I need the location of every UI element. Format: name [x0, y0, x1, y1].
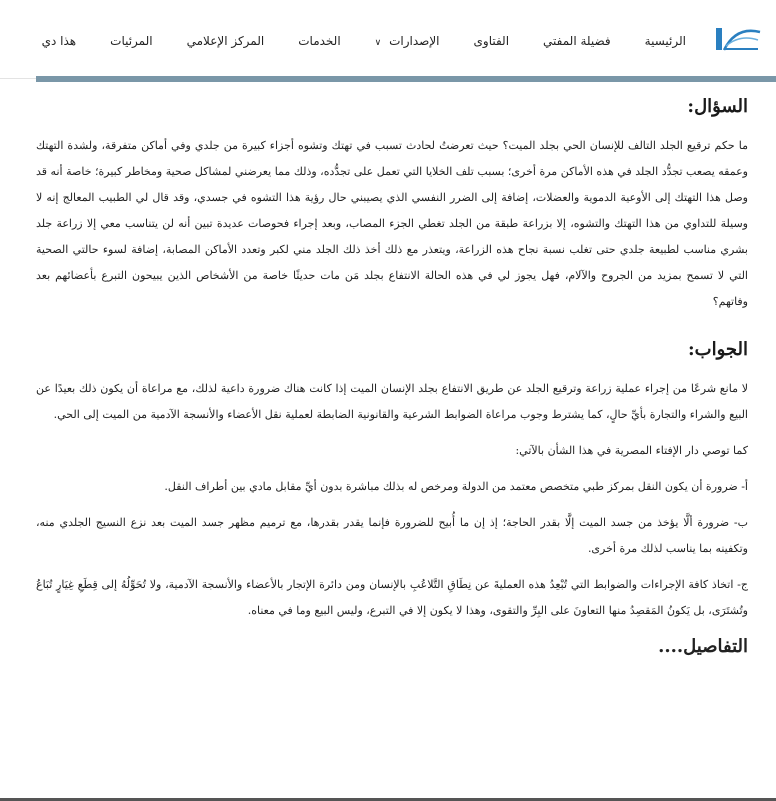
nav-grand-mufti[interactable]: فضيلة المفتي: [543, 34, 611, 48]
nav-fatwas[interactable]: الفتاوى: [473, 34, 510, 48]
nav-services[interactable]: الخدمات: [298, 34, 341, 48]
nav-home[interactable]: الرئيسية: [644, 34, 686, 48]
answer-paragraph: كما توصي دار الإفتاء المصرية في هذا الشأن بالآتي:: [515, 444, 748, 457]
details-link[interactable]: التفاصيل....: [658, 636, 748, 657]
top-navbar: [0, 0, 776, 79]
nav-about[interactable]: هذا دي: [41, 34, 77, 48]
chevron-down-icon: ∨: [374, 38, 382, 48]
nav-publications-label: الإصدارات: [389, 34, 440, 48]
nav-menu: [8, 30, 762, 52]
nav-videos[interactable]: المرئيات: [110, 34, 153, 48]
dar-al-iftaa-logo[interactable]: [716, 24, 762, 52]
answer-paragraph: ب- ضرورة ألَّا يؤخذ من جسد الميت إلَّا بقدر الحاجة؛ إذ إن ما أُبيح للضرورة فإنما يقدر بقدرها، مع ترميم مظهر جسد الميت بعد نزع النسيج الجلدي منه، وتكفينه بما يناسب لذلك مرة أخرى.: [36, 516, 748, 555]
answer-paragraph: لا مانع شرعًا من إجراء عملية زراعة وترقيع الجلد عن طريق الانتفاع بجلد الإنسان الميت إذا كانت هناك ضرورة داعية لذلك، مع مراعاة أن يكون ذلك بعيدًا عن البيع والشراء والتجارة بأيِّ حالٍ، كما يشترط وجوب مراعاة الضوابط الشرعية والقانونية الضابطة لعملية نقل الأعضاء والأنسجة الآدمية من الميت إلى الحي.: [36, 382, 748, 421]
header-divider: [36, 76, 776, 82]
nav-media-center[interactable]: المركز الإعلامي: [186, 34, 265, 48]
answer-paragraph: ج- اتخاذ كافة الإجراءات والضوابط التي تُبْعِدُ هذه العمليةَ عن نِطَاقِ التَّلاعُبِ بالإنسان ومن دائرة الإتجار بالأعضاء والأنسجة الآدمية، ولا تُحَوِّلُهُ إلى قِطَعِ غِيَارٍ تُبَاعُ وتُشتَرَى، بل يَكونُ المَقصِدُ منها التعاونَ على البِرِّ والتقوى، وهذا لا يكون إلا في التبرع، وليس البيع وما في معناه.: [36, 578, 748, 617]
answer-paragraph: أ- ضرورة أن يكون النقل بمركز طبي متخصص معتمد من الدولة ومرخص له بذلك مباشرة بدون أيِّ مقابل مادي بين أطراف النقل.: [164, 480, 748, 493]
answer-heading: الجواب:: [688, 339, 748, 360]
question-text: ما حكم ترقيع الجلد التالف للإنسان الحي بجلد الميت؟ حيث تعرضتُ لحادث تسبب في تهتك وتشوه أجزاء كبيرة من جلدي وفي أماكن متفرقة، ولشدة التهتك وعمقه يصعب تجدُّد الجلد في هذه الأماكن مرة أخرى؛ بسبب تلف الخلايا التي تعمل على تجدُّده، وذلك مما يعرضني لمشاكل صحية ومخاطر كبيرة؛ خاصة أنه قد وصل هذا التهتك إلى الأوعية الدموية والعضلات، إضافة إلى الضرر النفسي الذي يصيبني حال رؤية هذا التشوه في جسدي، وقد قال لي الطبيب المعالج إنه لا وسيلة للتداوي من هذا التهتك والتشوه، إلا بزراعة طبقة من الجلد تغطي الجزء المصاب، وبعد إجراء فحوصات عديدة تبين أنه لن يتناسب معي إلا زراعة جلد بشري مناسب لطبيعة جلدي حتى تغلب نسبة نجاح هذه الزراعة، ويتعذر مع ذلك أخذ ذلك الجلد مني لكبر وتعدد الأماكن المصابة، إضافة لسوء حالتي الصحية التي لا تسمح بمزيد من الجروح والآلام، فهل يجوز لي في هذه الحالة الانتفاع بجلد مَن مات حديثًا خاصة من الأشخاص الذين يبيحون التبرع بأعضائهم بعد وفاتهم؟: [36, 139, 748, 308]
fatwa-content: [36, 84, 748, 657]
nav-publications[interactable]: [375, 34, 440, 48]
question-heading: السؤال:: [687, 96, 748, 117]
